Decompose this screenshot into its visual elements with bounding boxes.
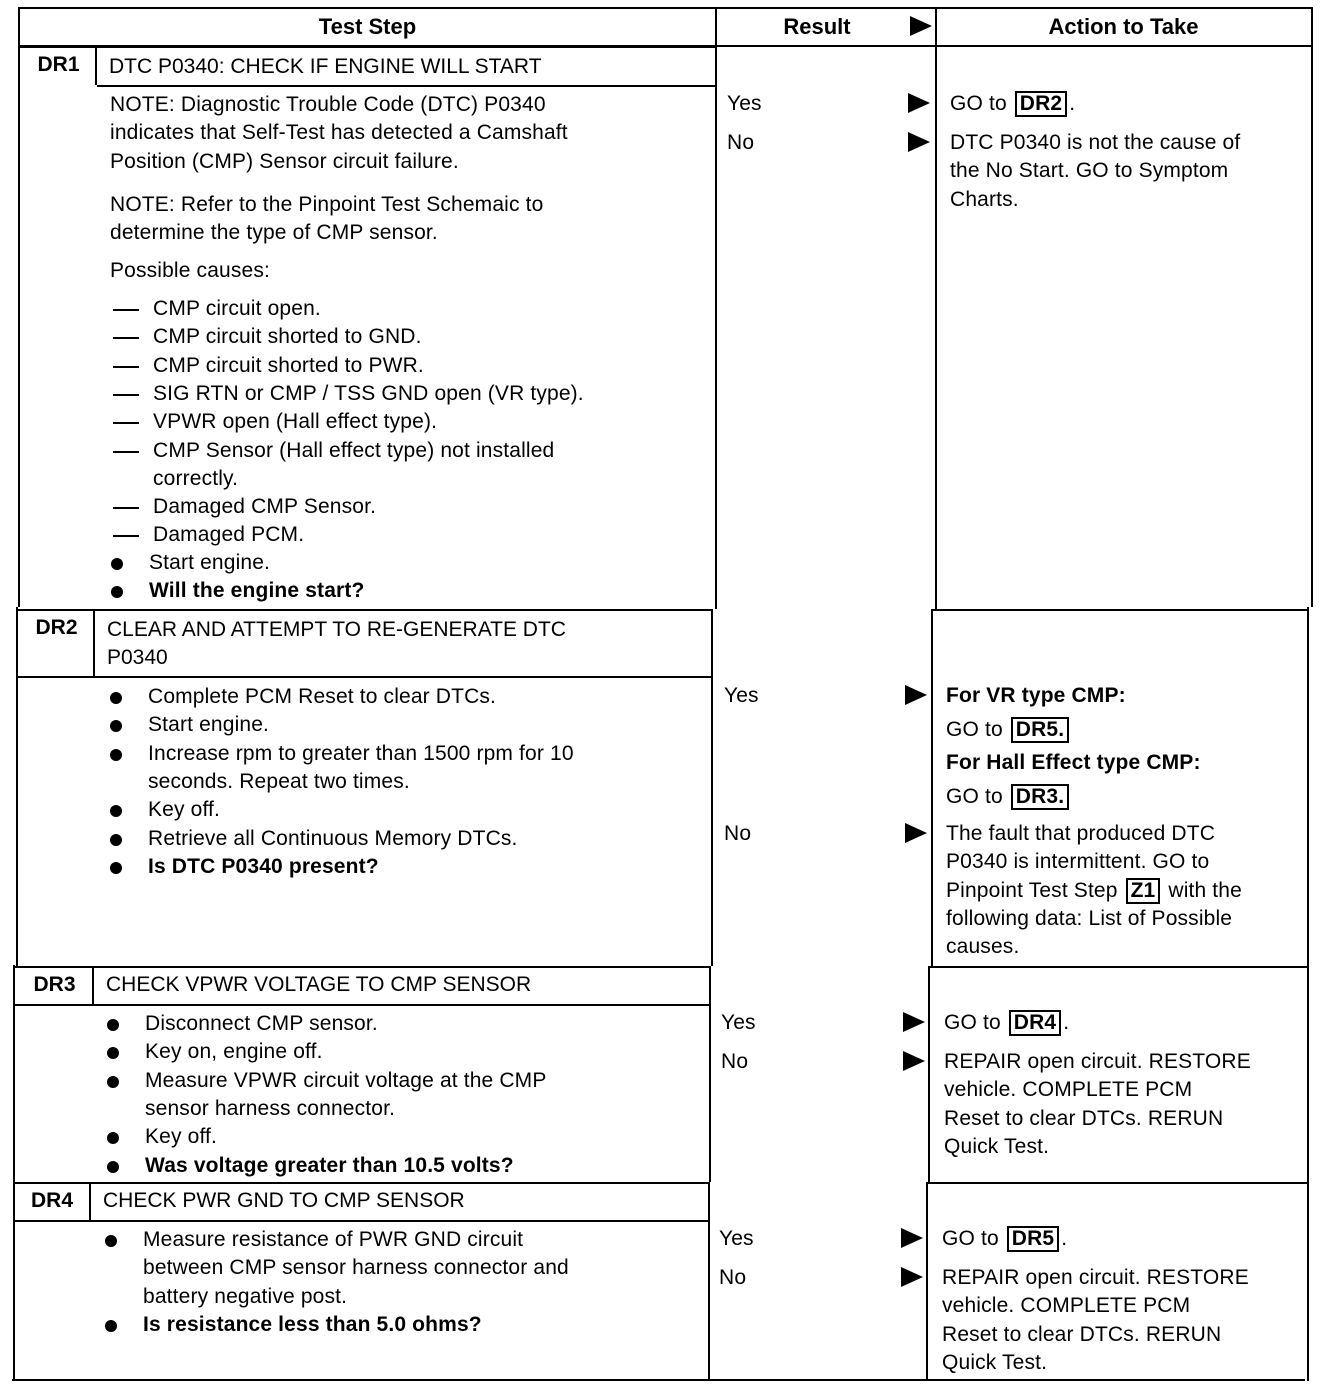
dr1-action-divider (935, 7, 937, 609)
dr4-id-underline (13, 1220, 91, 1222)
dr2-instruction: Increase rpm to greater than 1500 rpm for 10 (148, 741, 574, 765)
dr4-action-line (942, 1321, 1221, 1349)
dr4-bullet-icon (105, 1235, 117, 1247)
dr2-bullet-icon (110, 692, 122, 704)
dr1-cause-dash-icon (113, 535, 139, 537)
dr4-instruction: battery negative post. (143, 1284, 348, 1308)
dr1-cause-dash-icon (113, 366, 139, 368)
dr4-result-no: No (719, 1266, 747, 1289)
dr3-step-title: CHECK VPWR VOLTAGE TO CMP SENSOR (106, 973, 532, 996)
dr1-note-line: determine the type of CMP sensor. (110, 221, 438, 245)
action-text: Charts. (950, 187, 1019, 211)
dr3-action-top-border (928, 966, 1309, 968)
dr4-action-top-border (926, 1182, 1309, 1184)
dr4-action-line (942, 1225, 1067, 1253)
dr4-question: Is resistance less than 5.0 ohms? (143, 1312, 482, 1336)
dr2-bullet-icon (110, 862, 122, 874)
dr4-row-top-border (13, 1182, 708, 1184)
dr1-action-line (950, 186, 1019, 214)
dr2-action-line (946, 783, 1071, 811)
dr3-result-no: No (721, 1050, 749, 1073)
dr2-instruction: Complete PCM Reset to clear DTCs. (148, 685, 497, 708)
dr2-action-line (946, 820, 1215, 848)
action-text: Quick Test. (944, 1134, 1050, 1158)
dr3-instruction: Measure VPWR circuit voltage at the CMP (145, 1068, 547, 1092)
dr2-action-line (946, 716, 1071, 744)
action-text: GO to (946, 784, 1009, 808)
action-text: The fault that produced DTC (946, 822, 1216, 845)
action-text: GO to (946, 717, 1009, 741)
dr3-id-underline (15, 1004, 94, 1006)
dr3-bullet-icon (107, 1047, 119, 1059)
step-reference-box: DR4 (1009, 1010, 1061, 1036)
dr1-cause-dash-icon (113, 337, 139, 339)
dr1-result-divider (715, 7, 717, 609)
dr2-action-divider (931, 609, 933, 966)
dr3-question: Was voltage greater than 10.5 volts? (145, 1153, 514, 1177)
dr2-step-title: P0340 (107, 646, 168, 670)
dr2-action-top-border (931, 609, 1309, 611)
dr3-instruction: Disconnect CMP sensor. (145, 1012, 378, 1035)
dr4-result-yes: Yes (719, 1227, 754, 1250)
action-text: . (1061, 1227, 1068, 1250)
dr3-action-line (944, 1105, 1223, 1133)
action-text: Reset to clear DTCs. RERUN (942, 1322, 1222, 1346)
dr4-result-divider (708, 1182, 710, 1379)
dr2-title-underline (95, 676, 711, 678)
step-reference-box: Z1 (1126, 878, 1161, 904)
dr1-cause-dash-icon (113, 394, 139, 396)
dr2-row-top-border (18, 609, 711, 611)
dr2-id-underline (18, 676, 95, 678)
dr4-step-id: DR4 (30, 1189, 73, 1212)
dr1-cause-item: correctly. (153, 466, 239, 490)
dr1-title-underline (97, 85, 715, 87)
dr4-bullet-icon (105, 1320, 117, 1332)
dr1-cause-dash-icon (113, 422, 139, 424)
dr2-instruction: seconds. Repeat two times. (148, 769, 410, 793)
dr1-result-arrow-icon (908, 93, 930, 113)
dr2-bullet-icon (110, 720, 122, 732)
step-reference-box: DR5 (1007, 1226, 1059, 1252)
dr2-step-id: DR2 (35, 616, 78, 639)
action-text: REPAIR open circuit. RESTORE (942, 1266, 1249, 1289)
dr1-note-line: indicates that Self-Test has detected a Camshaft (110, 121, 568, 145)
dr2-instruction: Retrieve all Continuous Memory DTCs. (148, 826, 518, 850)
dr4-action-line (942, 1349, 1047, 1377)
table-border-left (16, 607, 18, 967)
dr3-result-yes: Yes (721, 1011, 756, 1034)
dr3-step-id: DR3 (33, 973, 76, 996)
action-text: For Hall Effect type CMP: (946, 751, 1201, 774)
dr1-action-line (950, 157, 1228, 185)
dr3-bullet-icon (107, 1019, 119, 1031)
dr1-cause-dash-icon (113, 507, 139, 509)
header-arrow-icon (910, 16, 932, 36)
dr1-bullet-icon (111, 586, 123, 598)
dr2-question: Is DTC P0340 present? (148, 854, 379, 878)
dr3-row-top-border (15, 966, 709, 968)
header-result: Result (783, 14, 851, 39)
dr1-note-line: Position (CMP) Sensor circuit failure. (110, 149, 459, 173)
action-text: the No Start. GO to Symptom (950, 159, 1229, 183)
dr1-note-line: NOTE: Refer to the Pinpoint Test Schemaic to (110, 193, 544, 216)
dr3-result-divider (709, 966, 711, 1182)
dr1-action-line (950, 90, 1075, 118)
dr1-cause-item: CMP circuit shorted to PWR. (153, 353, 424, 377)
action-text: DTC P0340 is not the cause of (950, 131, 1241, 154)
step-reference-box: DR2 (1015, 91, 1067, 117)
dr2-instruction: Start engine. (148, 713, 270, 737)
dr1-cause-item: CMP circuit shorted to GND. (153, 325, 422, 349)
dr3-instruction: Key on, engine off. (145, 1040, 323, 1064)
dr1-row-top-border (20, 46, 715, 48)
dr3-result-arrow-icon (903, 1051, 925, 1071)
action-text: Quick Test. (942, 1350, 1048, 1374)
action-text: GO to (942, 1227, 1005, 1250)
dr3-bullet-icon (107, 1161, 119, 1173)
dr3-bullet-icon (107, 1076, 119, 1088)
dr1-step-id: DR1 (37, 53, 80, 76)
dr3-bullet-icon (107, 1132, 119, 1144)
action-text: . (1069, 92, 1076, 115)
action-text: causes. (946, 935, 1020, 959)
action-text: following data: List of Possible (946, 906, 1233, 930)
dr1-cause-item: SIG RTN or CMP / TSS GND open (VR type). (153, 381, 584, 405)
dr1-cause-dash-icon (113, 451, 139, 453)
dr1-instruction: Start engine. (149, 551, 271, 574)
action-text: For VR type CMP: (946, 684, 1126, 707)
action-text: . (1063, 1011, 1070, 1034)
dr1-cause-item: CMP Sensor (Hall effect type) not installed (153, 438, 555, 462)
table-border-left (18, 7, 20, 607)
dr1-note-line: NOTE: Diagnostic Trouble Code (DTC) P0340 (110, 93, 546, 116)
dr4-action-line (942, 1264, 1249, 1292)
dr3-instruction: Key off. (145, 1125, 218, 1149)
step-reference-box: DR5. (1011, 717, 1069, 743)
action-text: vehicle. COMPLETE PCM (942, 1294, 1191, 1318)
dr3-action-line (944, 1076, 1192, 1104)
dr2-step-title: CLEAR AND ATTEMPT TO RE-GENERATE DTC (107, 618, 566, 641)
dr2-result-yes: Yes (724, 684, 759, 707)
dr2-instruction: Key off. (148, 798, 221, 822)
header-action: Action to Take (1048, 14, 1199, 39)
dr4-result-arrow-icon (901, 1267, 923, 1287)
dr4-step-title: CHECK PWR GND TO CMP SENSOR (103, 1189, 465, 1212)
dr2-result-arrow-icon (905, 823, 927, 843)
dr2-action-line (946, 749, 1201, 777)
action-text: REPAIR open circuit. RESTORE (944, 1050, 1251, 1073)
dr2-result-divider (711, 609, 713, 966)
dr1-step-title: DTC P0340: CHECK IF ENGINE WILL START (109, 55, 542, 78)
dr1-bullet-icon (111, 558, 123, 570)
table-border-right (1311, 7, 1313, 607)
dr1-cause-item: Damaged PCM. (153, 523, 305, 547)
dr1-question: Will the engine start? (149, 579, 365, 603)
dr4-action-divider (926, 1182, 928, 1379)
dr1-result-no: No (727, 131, 755, 154)
action-text: Pinpoint Test Step (946, 878, 1124, 902)
dr2-action-line (946, 933, 1019, 961)
dr3-instruction: sensor harness connector. (145, 1096, 396, 1120)
dr3-action-line (944, 1048, 1251, 1076)
dr3-result-arrow-icon (903, 1012, 925, 1032)
dr2-bullet-icon (110, 805, 122, 817)
action-text: GO to (944, 1011, 1007, 1034)
dr1-cause-item: VPWR open (Hall effect type). (153, 410, 438, 434)
dr1-result-arrow-icon (908, 132, 930, 152)
dr1-cause-item: CMP circuit open. (153, 297, 321, 320)
dr1-action-line (950, 129, 1240, 157)
dr2-action-line (946, 877, 1242, 905)
dr2-result-no: No (724, 822, 752, 845)
dr1-causes-label: Possible causes: (110, 259, 270, 282)
dr4-instruction: Measure resistance of PWR GND circuit (143, 1228, 524, 1251)
dr3-action-line (944, 1009, 1069, 1037)
dr4-title-underline (91, 1220, 708, 1222)
dr3-action-line (944, 1133, 1049, 1161)
dr2-bullet-icon (110, 834, 122, 846)
dr3-title-underline (94, 1004, 709, 1006)
dr1-cause-item: Damaged CMP Sensor. (153, 495, 377, 519)
dr4-result-arrow-icon (901, 1228, 923, 1248)
table-border-bottom (12, 1379, 1305, 1381)
action-text: vehicle. COMPLETE PCM (944, 1078, 1193, 1102)
action-text: GO to (950, 92, 1013, 115)
dr2-action-line (946, 682, 1126, 710)
table-border-left (13, 965, 15, 1381)
dr2-bullet-icon (110, 749, 122, 761)
dr2-action-line (946, 905, 1232, 933)
action-text: with the (1162, 878, 1242, 902)
dr2-result-arrow-icon (905, 685, 927, 705)
header-test-step: Test Step (318, 14, 417, 39)
dr2-action-line (946, 848, 1209, 876)
action-text: P0340 is intermittent. GO to (946, 850, 1210, 874)
dr3-action-divider (928, 966, 930, 1182)
dr4-action-line (942, 1292, 1190, 1320)
action-text: Reset to clear DTCs. RERUN (944, 1106, 1224, 1130)
dr1-cause-dash-icon (113, 309, 139, 311)
dr1-result-yes: Yes (727, 92, 762, 115)
dr4-instruction: between CMP sensor harness connector and (143, 1256, 569, 1280)
step-reference-box: DR3. (1011, 784, 1069, 810)
table-border-right (1307, 607, 1309, 1381)
